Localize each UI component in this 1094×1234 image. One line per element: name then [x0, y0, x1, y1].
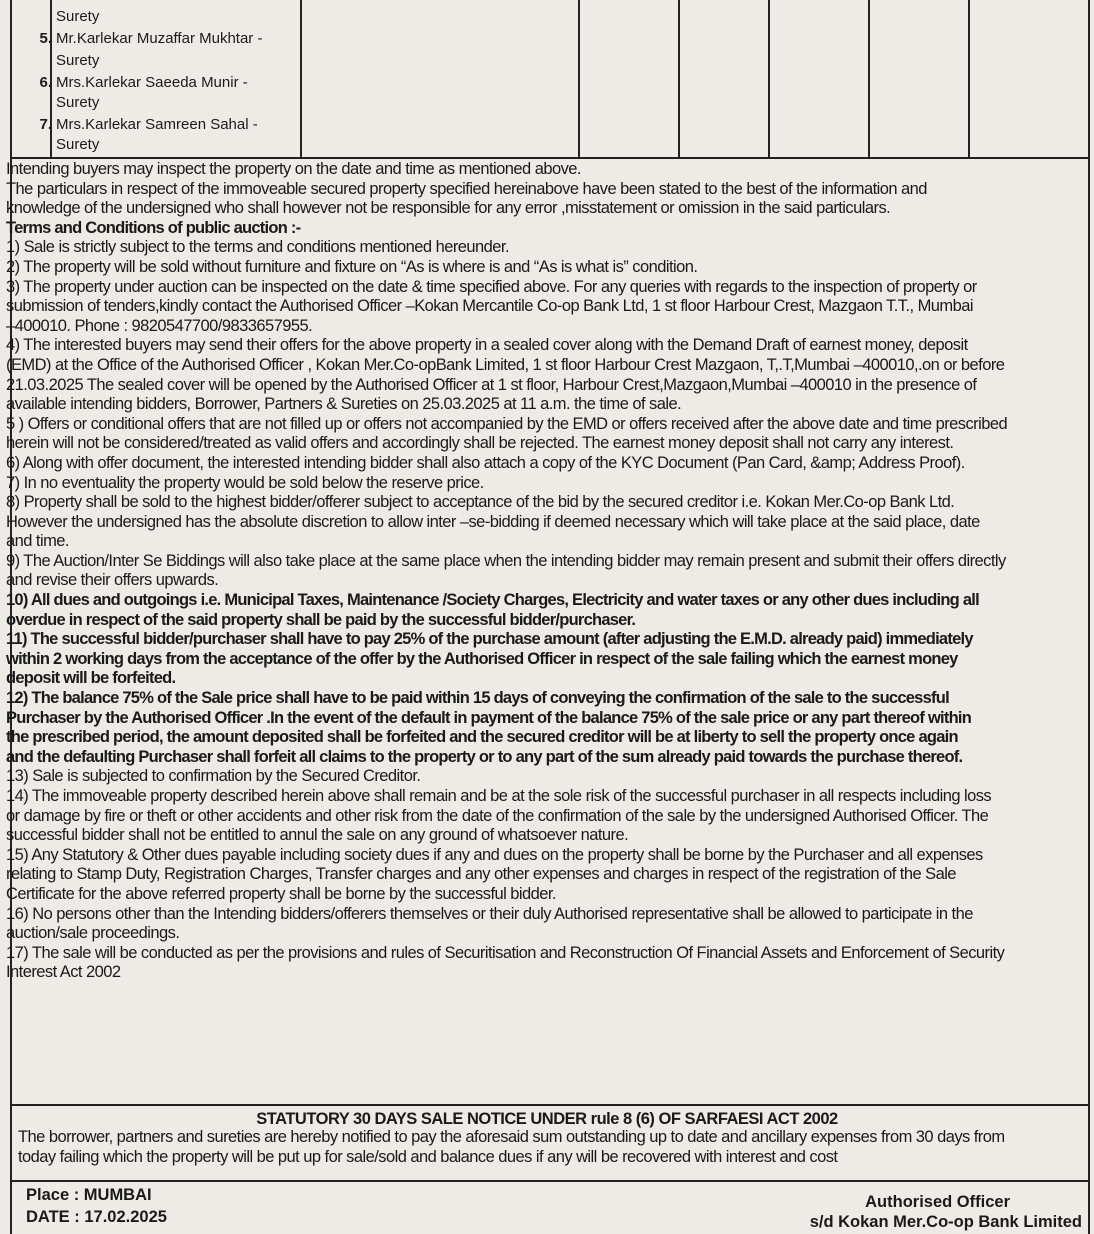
- surety-number: 5.: [39, 30, 52, 47]
- section-divider: [10, 1104, 1090, 1106]
- notice-text-line: 8) Property shall be sold to the highest bidder/offerer subject to acceptance of the bid by the secured creditor i.e. Kokan Mer.Co-op Bank Ltd.: [6, 493, 955, 512]
- signature-block: [810, 1192, 1082, 1232]
- notice-text-line: 12) The balance 75% of the Sale price shall have to be paid within 15 days of conveying the confirmation of the sale to the successful: [6, 689, 949, 708]
- table-column-divider: [678, 0, 680, 157]
- notice-text-line: relating to Stamp Duty, Registration Charges, Transfer charges and any other expenses and charges in respect of the registration of the Sale: [6, 865, 956, 884]
- notice-text-line: 17) The sale will be conducted as per the provisions and rules of Securitisation and Reconstruction Of Financial Assets and Enforcement of Security: [6, 943, 1005, 962]
- surety-number: 7.: [39, 116, 52, 133]
- notice-text-line: Terms and Conditions of public auction :-: [6, 218, 301, 237]
- statutory-notice-body: [18, 1128, 1005, 1167]
- place-and-date: [26, 1184, 167, 1228]
- notice-text-line: Purchaser by the Authorised Officer .In the event of the default in payment of the balance 75% of the sale price or any part thereof within: [6, 708, 972, 727]
- notice-text-line: or damage by fire or theft or other accidents and other risk from the date of the confirmation of the sale by the undersigned Authorised Officer. The: [6, 806, 989, 825]
- notice-text-line: knowledge of the undersigned who shall however not be responsible for any error ,misstatement or omission in the said particulars.: [6, 199, 891, 218]
- table-column-divider: [578, 0, 580, 157]
- statutory-notice-title: STATUTORY 30 DAYS SALE NOTICE UNDER rule 8 (6) OF SARFAESI ACT 2002: [256, 1110, 838, 1128]
- notice-text-line: 7) In no eventuality the property would be sold below the reserve price.: [6, 473, 484, 492]
- date-text: DATE : 17.02.2025: [26, 1208, 167, 1226]
- surety-number: 6.: [39, 74, 52, 91]
- table-column-divider: [768, 0, 770, 157]
- notice-text-line: Interest Act 2002: [6, 963, 121, 982]
- surety-name: Surety: [56, 52, 100, 69]
- notice-text-line: However the undersigned has the absolute discretion to allow inter –se-bidding if deemed necessary which will take place at the said place, date: [6, 512, 980, 531]
- notice-text-line: 15) Any Statutory & Other dues payable including society dues if any and dues on the property shall be borne by the Purchaser and all expenses: [6, 845, 983, 864]
- notice-text-line: 14) The immoveable property described herein above shall remain and be at the sole risk of the successful purchaser in all respects including loss: [6, 787, 992, 805]
- terms-and-conditions-text: [6, 160, 1086, 983]
- notice-text-line: 16) No persons other than the Intending bidders/offerers themselves or their duly Authorised representative shall be allowed to participate in the: [6, 904, 973, 923]
- notice-text-line: within 2 working days from the acceptance of the offer by the Authorised Officer in respect of the sale failing which the earnest money: [6, 649, 958, 668]
- notice-text-line: 3) The property under auction can be inspected on the date & time specified above. For any queries with regards to the inspection of property or: [6, 277, 977, 296]
- notice-text-line: –400010. Phone : 9820547700/9833657955.: [6, 316, 313, 335]
- notice-text-line: 6) Along with offer document, the interested intending bidder shall also attach a copy of the KYC Document (Pan Card, &amp; Address Proof).: [6, 453, 965, 472]
- notice-text-line: auction/sale proceedings.: [6, 924, 180, 943]
- statutory-notice-line: today failing which the property will be put up for sale/sold and balance dues if any will be recovered with interest and cost: [18, 1147, 838, 1166]
- statutory-notice-line: The borrower, partners and sureties are hereby notified to pay the aforesaid sum outstanding up to date and ancillary expenses from 30 days from: [18, 1128, 1005, 1146]
- notice-text-line: available intending bidders, Borrower, Partners & Sureties on 25.03.2025 at 11 a.m. the time of sale.: [6, 395, 682, 414]
- notice-text-line: (EMD) at the Office of the Authorised Officer , Kokan Mer.Co-opBank Limited, 1 st floor Harbour Crest Mazgaon, T,.T,Mumbai –400010,.on or before: [6, 355, 1005, 374]
- right-border: [1088, 0, 1090, 1234]
- sureties-table-fragment: [10, 0, 1090, 159]
- notice-text-line: and time.: [6, 532, 69, 551]
- notice-text-line: 5 ) Offers or conditional offers that are not filled up or offers not accompanied by the EMD or offers received after the above date and time prescribed: [6, 414, 1008, 433]
- surety-name: Surety: [56, 94, 100, 111]
- officer-title: Authorised Officer: [865, 1193, 1010, 1211]
- surety-name: Mrs.Karlekar Saeeda Munir -: [56, 74, 248, 91]
- notice-text-line: successful bidder shall not be entitled to annul the sale on any ground of whatsoever nature.: [6, 826, 629, 845]
- notice-text-line: and the defaulting Purchaser shall forfeit all claims to the property or to any part of the sum already paid towards the purchase thereof.: [6, 747, 963, 766]
- surety-name: Mrs.Karlekar Samreen Sahal -: [56, 116, 258, 133]
- notice-text-line: 1) Sale is strictly subject to the terms and conditions mentioned hereunder.: [6, 238, 509, 257]
- notice-text-line: herein will not be considered/treated as valid offers and accordingly shall be rejected. The earnest money deposit shall not carry any interest.: [6, 434, 954, 453]
- table-column-divider: [300, 0, 302, 157]
- notice-text-line: 9) The Auction/Inter Se Biddings will also take place at the same place when the intending bidder may remain present and submit their offers directly: [6, 551, 1006, 570]
- notice-text-line: 2) The property will be sold without furniture and fixture on “As is where is and “As is what is” condition.: [6, 257, 698, 276]
- notice-text-line: overdue in respect of the said property shall be paid by the successful bidder/purchaser.: [6, 610, 636, 629]
- notice-text-line: Intending buyers may inspect the property on the date and time as mentioned above.: [6, 160, 581, 178]
- notice-text-line: The particulars in respect of the immoveable secured property specified hereinabove have been stated to the best of the information and: [6, 179, 927, 198]
- table-column-divider: [968, 0, 970, 157]
- table-column-divider: [868, 0, 870, 157]
- footer-divider: [10, 1180, 1090, 1182]
- notice-text-line: submission of tenders,kindly contact the Authorised Officer –Kokan Mercantile Co-op Bank Ltd, 1 st floor Harbour Crest, Mazgaon T.T., Mumbai: [6, 297, 973, 316]
- notice-text-line: and revise their offers upwards.: [6, 571, 219, 590]
- notice-text-line: 13) Sale is subjected to confirmation by the Secured Creditor.: [6, 767, 421, 786]
- notice-text-line: 11) The successful bidder/purchaser shall have to pay 25% of the purchase amount (after adjusting the E.M.D. already paid) immediately: [6, 630, 973, 649]
- notice-text-line: the prescribed period, the amount deposited shall be forfeited and the secured creditor will be at liberty to sell the property once again: [6, 728, 958, 747]
- place-text: Place : MUMBAI: [26, 1186, 152, 1204]
- notice-text-line: 21.03.2025 The sealed cover will be opened by the Authorised Officer at 1 st floor, Harbour Crest,Mazgaon,Mumbai –400010 in the presence of: [6, 375, 977, 394]
- notice-text-line: deposit will be forfeited.: [6, 669, 176, 688]
- notice-text-line: 10) All dues and outgoings i.e. Municipal Taxes, Maintenance /Society Charges, Electricity and water taxes or any other dues including all: [6, 591, 979, 610]
- surety-name: Mr.Karlekar Muzaffar Mukhtar -: [56, 30, 263, 47]
- bank-name: s/d Kokan Mer.Co-op Bank Limited: [809, 1213, 1082, 1231]
- notice-text-line: Certificate for the above referred property shall be borne by the successful bidder.: [6, 884, 556, 903]
- surety-name: Surety: [56, 8, 100, 25]
- notice-text-line: 4) The interested buyers may send their offers for the above property in a sealed cover along with the Demand Draft of earnest money, deposit: [6, 336, 968, 355]
- surety-name: Surety: [56, 136, 100, 153]
